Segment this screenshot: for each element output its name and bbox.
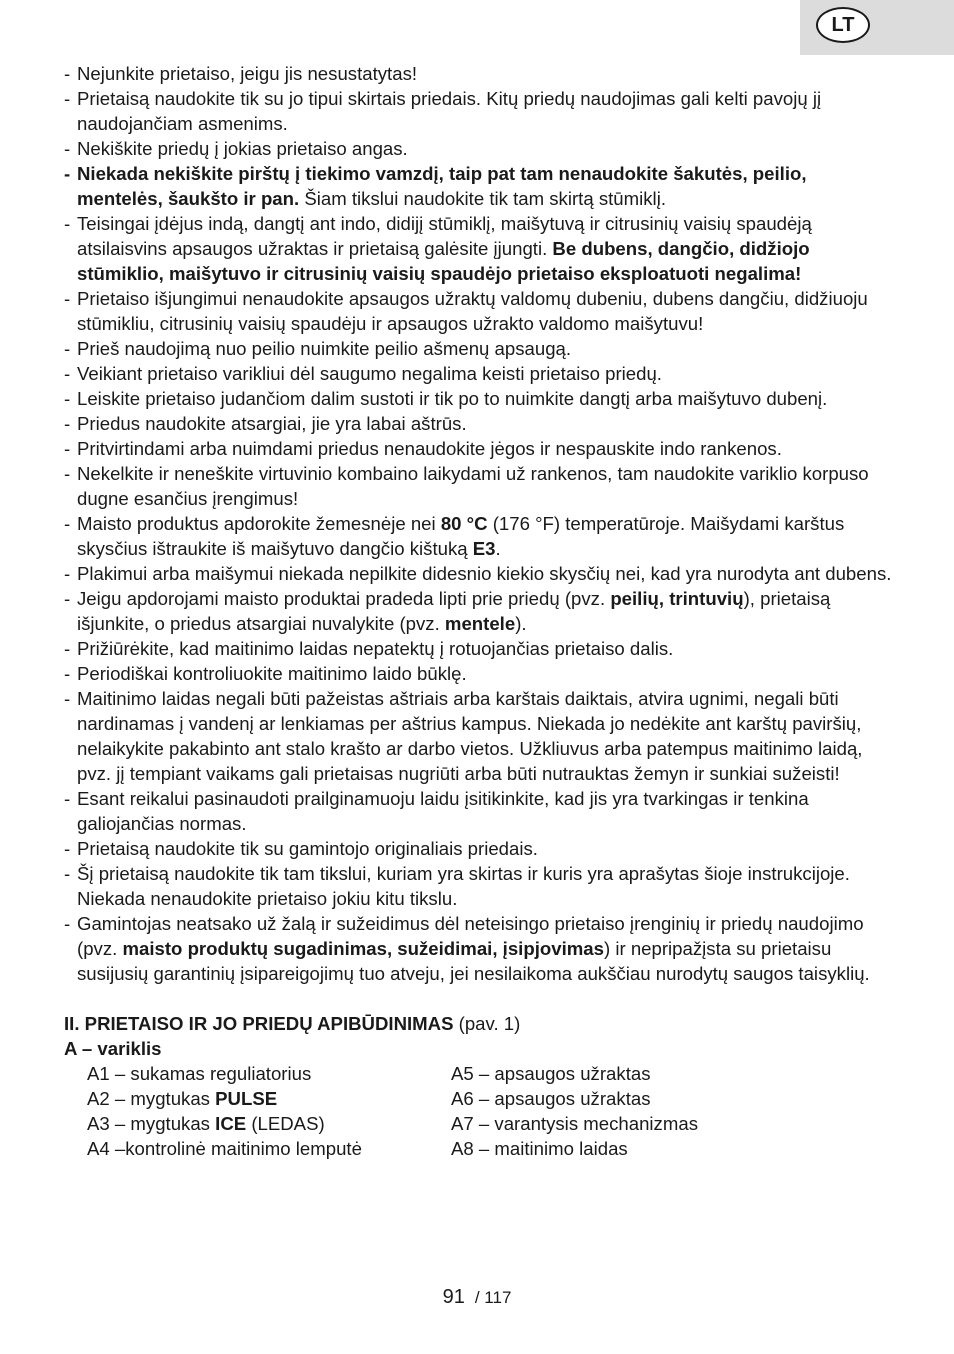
text-run: A2 – mygtukas [87,1088,216,1109]
text-run: ). [515,613,527,634]
bullet-dash: - [64,88,71,109]
text-run: peilių, trintuvių [610,588,744,609]
bullet-dash: - [64,438,71,459]
part-item [451,1136,871,1161]
list-item [64,561,896,586]
bullet-dash: - [64,838,71,859]
parts-list [64,1061,896,1161]
parts-column-left [87,1061,451,1161]
bullet-dash: - [64,638,71,659]
list-item [64,861,896,911]
text-run: Nekiškite priedų į jokias prietaiso angas. [77,138,408,159]
bullet-dash: - [64,388,71,409]
list-item [64,786,896,836]
bullet-dash: - [64,338,71,359]
bullet-dash: - [64,688,71,709]
list-item [64,586,896,636]
list-item [64,686,896,786]
text-run: A3 – mygtukas [87,1113,216,1134]
list-item [64,211,896,286]
list-item [64,386,896,411]
bullet-dash: - [64,563,71,584]
part-item [451,1111,871,1136]
text-run: Veikiant prietaiso varikliui dėl saugumo negalima keisti prietaiso priedų. [77,363,662,384]
part-item [87,1061,451,1086]
subsection-heading: A – variklis [64,1038,162,1059]
text-run: Priedus naudokite atsargiai, jie yra labai aštrūs. [77,413,467,434]
bullet-dash: - [64,363,71,384]
text-run: Prietaiso išjungimui nenaudokite apsaugos užraktų valdomų dubeniu, dubens dangčiu, didžiuoju stūmikliu, citrusinių vaisių spaudėju ir apsaugos užrakto valdomo maišytuvu! [77,288,868,334]
text-run: E3 [472,538,496,559]
part-item [451,1061,871,1086]
bullet-dash: - [64,138,71,159]
text-run: Nekelkite ir neneškite virtuvinio kombaino laikydami už rankenos, tam naudokite variklio korpuso dugne esančius įrengimus! [77,463,869,509]
safety-list [64,61,896,986]
page-current: 91 [442,1286,465,1308]
text-run: Prietaisą naudokite tik su jo tipui skirtais priedais. Kitų priedų naudojimas gali kelti pavojų jį naudojančiam asmenims. [77,88,822,134]
text-run: Šį prietaisą naudokite tik tam tikslui, kuriam yra skirtas ir kuris yra aprašytas šioje instrukcijoje. Niekada nenaudokite prietaiso jokiu kitu tikslu. [77,863,850,909]
list-item [64,361,896,386]
bullet-dash: - [64,288,71,309]
page-number [0,1286,954,1309]
section-heading [64,1011,896,1036]
list-item [64,136,896,161]
text-run: Prižiūrėkite, kad maitinimo laidas nepatektų į rotuojančias prietaiso dalis. [77,638,674,659]
part-item [87,1111,451,1136]
bullet-dash: - [64,463,71,484]
text-run: Esant reikalui pasinaudoti prailginamuoju laidu įsitikinkite, kad jis yra tvarkingas ir tenkina galiojančias normas. [77,788,809,834]
list-item [64,286,896,336]
text-run: Plakimui arba maišymui niekada nepilkite didesnio kiekio skysčių nei, kad yra nurodyta ant dubens. [77,563,892,584]
bullet-dash: - [64,663,71,684]
text-run: 80 °C [440,513,488,534]
text-run: Teisingai įdėjus indą, dangtį ant indo, didijį stūmiklį, maišytuvą ir citrusinių vaisių spaudėją atsilaisvins apsaugos užraktas ir prietaisą galėsite įjungti. [77,213,812,259]
text-run: A5 – apsaugos užraktas [451,1063,651,1084]
bullet-dash: - [64,788,71,809]
list-item [64,461,896,511]
bullet-dash: - [64,413,71,434]
text-run: Be dubens, dangčio, didžiojo stūmiklio, maišytuvo ir citrusinių vaisių spaudėjo prietaiso eksploatuoti negalima! [77,238,810,284]
list-item [64,411,896,436]
text-run: Pritvirtindami arba nuimdami priedus nenaudokite jėgos ir nespauskite indo rankenos. [77,438,782,459]
list-item [64,61,896,86]
list-item [64,86,896,136]
text-run: mentele [444,613,516,634]
text-run: A1 – sukamas reguliatorius [87,1063,312,1084]
page-total: / 117 [474,1288,512,1307]
text-run: Gamintojas neatsako už žalą ir sužeidimus dėl neteisingo prietaiso įrenginių ir priedų naudojimo (pvz. [77,913,864,959]
language-tab [800,0,954,55]
list-item [64,436,896,461]
text-run: Maitinimo laidas negali būti pažeistas aštriais arba karštais daiktais, atvira ugnimi, negali būti nardinamas į vandenį ar lenkiamas per aštrius kampus. Niekada jo nedėkite ant karštų paviršių, nelaikykite pakabinto ant stalo krašto ar darbo vietos. Užkliuvus arba patempus maitinimo laidą, pvz. jį tempiant vaikams gali prietaisas nugriūti arba būti nutrauktas žemyn ir sunkiai sužeisti! [77,688,863,784]
text-run: ), prietaisą išjunkite, o priedus atsargiai nuvalykite (pvz. [77,588,831,634]
text-run: (LEDAS) [246,1113,325,1134]
text-run: (176 °F) temperatūroje. Maišydami karštus skysčius ištraukite iš maišytuvo dangčio kištuką [77,513,845,559]
text-run: Nejunkite prietaiso, jeigu jis nesustatytas! [77,63,418,84]
text-run: Jeigu apdorojami maisto produktai pradeda lipti prie priedų (pvz. [77,588,611,609]
text-run: Prietaisą naudokite tik su gamintojo originaliais priedais. [77,838,538,859]
text-run: A6 – apsaugos užraktas [451,1088,651,1109]
page-content [64,61,896,1161]
section-suffix: (pav. 1) [453,1013,521,1034]
bullet-dash: - [64,213,71,234]
bullet-dash: - [64,588,71,609]
text-run: Leiskite prietaiso judančiom dalim sustoti ir tik po to nuimkite dangtį arba maišytuvo dubenį. [77,388,828,409]
text-run: . [495,538,501,559]
list-item [64,636,896,661]
text-run: maisto produktų sugadinimas, sužeidimai, įsipjovimas [122,938,604,959]
list-item [64,836,896,861]
text-run: A8 – maitinimo laidas [451,1138,628,1159]
section-title: II. PRIETAISO IR JO PRIEDŲ APIBŪDINIMAS [64,1013,454,1034]
text-run: ) ir nepripažįsta su prietaisu susijusių garantinių įsipareigojimų tuo atveju, jei nesilaikoma aukščiau nurodytų saugos taisyklių. [77,938,870,984]
list-item [64,511,896,561]
part-item [87,1086,451,1111]
text-run: Periodiškai kontroliuokite maitinimo laido būklę. [77,663,467,684]
text-run: Šiam tikslui naudokite tik tam skirtą stūmiklį. [299,188,666,209]
bullet-dash: - [64,163,71,184]
text-run: A7 – varantysis mechanizmas [451,1113,698,1134]
list-item [64,661,896,686]
text-run: Prieš naudojimą nuo peilio nuimkite peilio ašmenų apsaugą. [77,338,572,359]
bullet-dash: - [64,513,71,534]
text-run: ICE [215,1113,247,1134]
parts-column-right [451,1061,871,1161]
part-item [451,1086,871,1111]
part-item [87,1136,451,1161]
text-run: A4 –kontrolinė maitinimo lemputė [87,1138,362,1159]
bullet-dash: - [64,913,71,934]
bullet-dash: - [64,63,71,84]
text-run: PULSE [215,1088,278,1109]
list-item [64,911,896,986]
list-item [64,336,896,361]
text-run: Maisto produktus apdorokite žemesnėje nei [77,513,441,534]
bullet-dash: - [64,863,71,884]
text-run: Niekada nekiškite pirštų į tiekimo vamzdį, taip pat tam nenaudokite šakutės, peilio, mentelės, šaukšto ir pan. [77,163,807,209]
language-badge: LT [816,7,870,43]
list-item [64,161,896,211]
